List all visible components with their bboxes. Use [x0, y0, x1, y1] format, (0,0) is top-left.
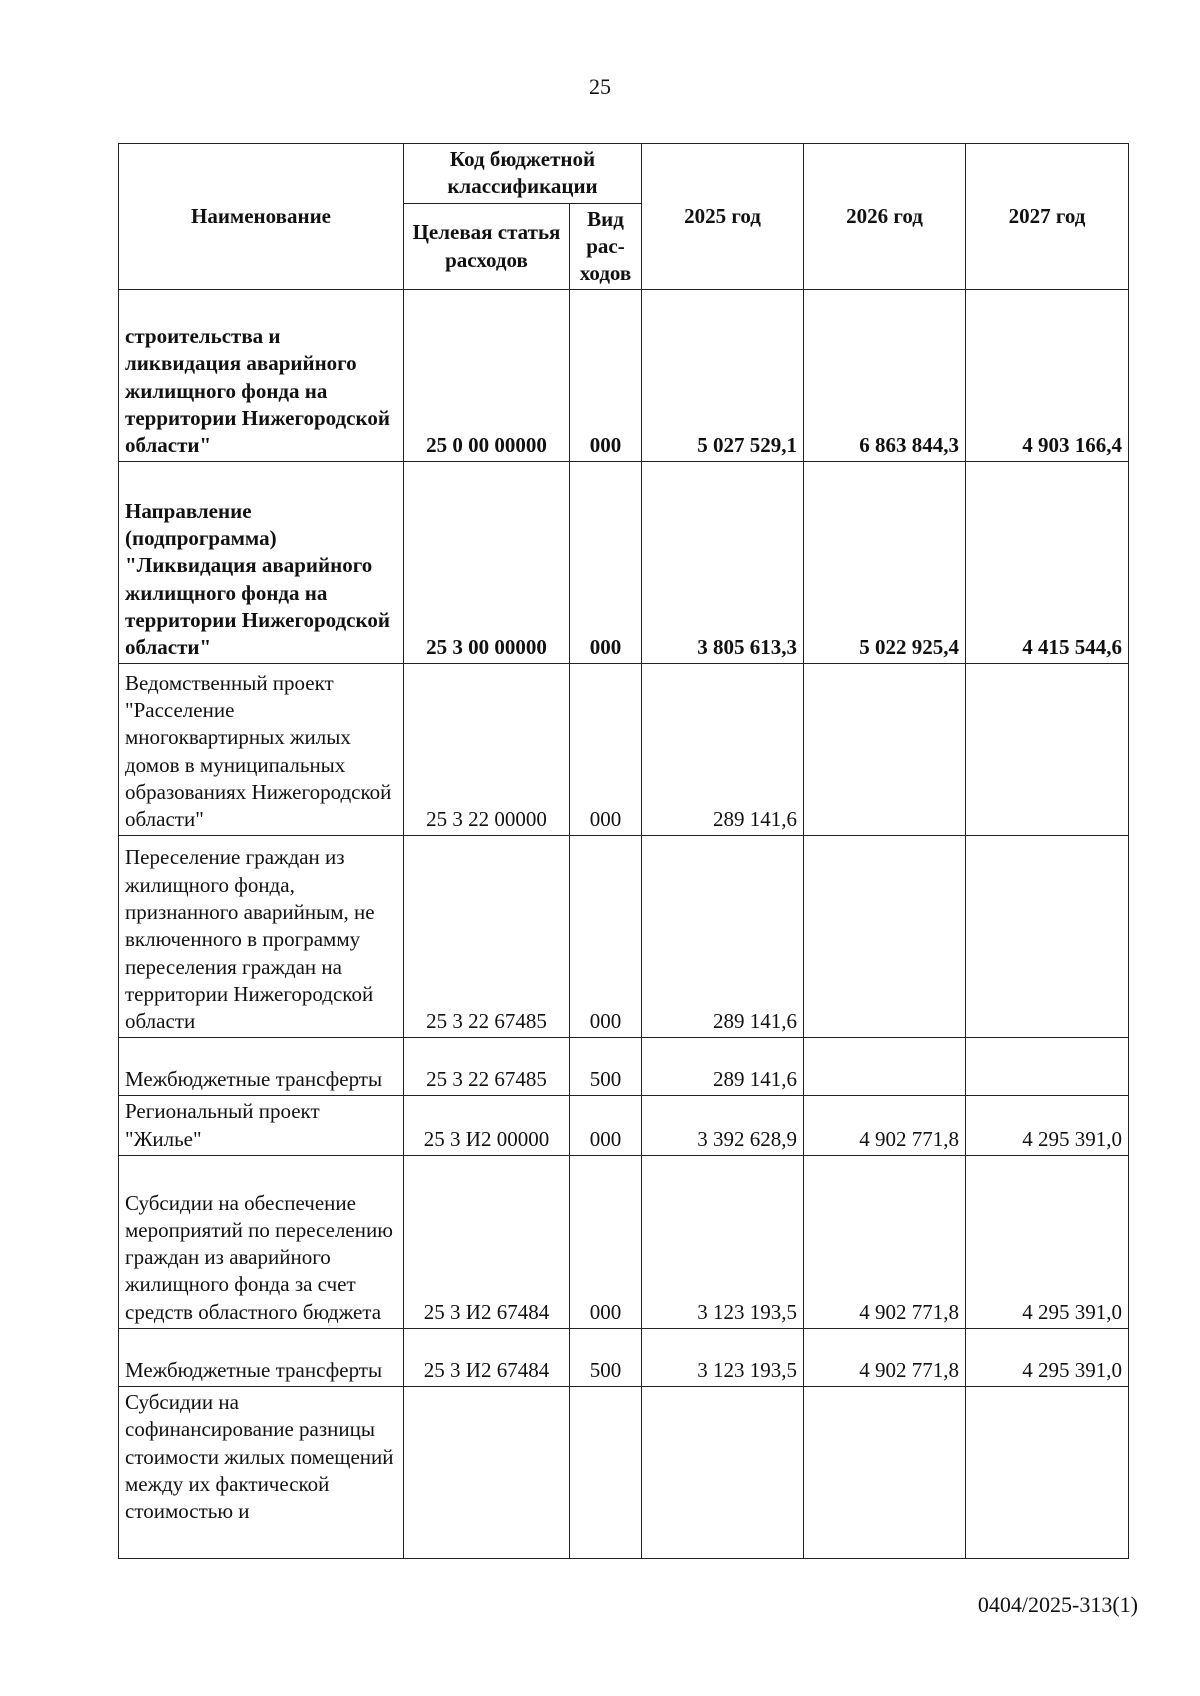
document-code: 0404/2025-313(1) — [977, 1592, 1138, 1617]
row-expense-kind: 000 — [570, 664, 642, 836]
table-row — [119, 664, 1129, 836]
row-amount-2025: 289 141,6 — [642, 836, 804, 1038]
header-target-article: Целевая статья расходов — [404, 203, 570, 290]
table-row — [119, 1387, 1129, 1559]
row-name: Субсидии на обеспечение мероприятий по переселению граждан из аварийного жилищного фонда за счет средств областного бюджета — [119, 1156, 404, 1329]
row-amount-2027 — [966, 664, 1129, 836]
table-row — [119, 290, 1129, 462]
row-target-code — [404, 1387, 570, 1559]
header-name: Наименование — [119, 144, 404, 290]
header-2026: 2026 год — [804, 144, 966, 290]
table-row — [119, 1329, 1129, 1387]
row-amount-2026: 6 863 844,3 — [804, 290, 966, 462]
row-amount-2027 — [966, 1387, 1129, 1559]
header-2027: 2027 год — [966, 144, 1129, 290]
row-amount-2025: 289 141,6 — [642, 1038, 804, 1096]
row-name: Направление (подпрограмма) "Ликвидация аварийного жилищного фонда на территории Нижегородской области" — [119, 462, 404, 664]
row-amount-2027: 4 295 391,0 — [966, 1156, 1129, 1329]
header-budget-code: Код бюджетной классификации — [404, 144, 642, 204]
row-amount-2025: 5 027 529,1 — [642, 290, 804, 462]
budget-table — [118, 143, 1129, 1559]
row-amount-2025 — [642, 1387, 804, 1559]
row-amount-2027: 4 295 391,0 — [966, 1329, 1129, 1387]
header-2025: 2025 год — [642, 144, 804, 290]
row-amount-2026 — [804, 1387, 966, 1559]
row-target-code: 25 3 И2 67484 — [404, 1329, 570, 1387]
row-name: Субсидии на софинансирование разницы стоимости жилых помещений между их фактической стоимостью и — [119, 1387, 404, 1559]
row-amount-2026 — [804, 1038, 966, 1096]
row-target-code: 25 3 22 67485 — [404, 1038, 570, 1096]
row-expense-kind: 000 — [570, 836, 642, 1038]
row-amount-2026: 4 902 771,8 — [804, 1329, 966, 1387]
table-row — [119, 462, 1129, 664]
row-expense-kind: 500 — [570, 1329, 642, 1387]
row-amount-2027: 4 295 391,0 — [966, 1096, 1129, 1156]
table-row — [119, 836, 1129, 1038]
row-amount-2025: 3 123 193,5 — [642, 1156, 804, 1329]
row-amount-2025: 289 141,6 — [642, 664, 804, 836]
row-amount-2026 — [804, 664, 966, 836]
row-target-code: 25 3 И2 00000 — [404, 1096, 570, 1156]
row-amount-2026: 5 022 925,4 — [804, 462, 966, 664]
row-amount-2027: 4 903 166,4 — [966, 290, 1129, 462]
row-amount-2025: 3 123 193,5 — [642, 1329, 804, 1387]
row-amount-2026: 4 902 771,8 — [804, 1156, 966, 1329]
row-amount-2027 — [966, 1038, 1129, 1096]
row-name: Переселение граждан из жилищного фонда, признанного аварийным, не включенного в программу переселения граждан на территории Нижегородской области — [119, 836, 404, 1038]
table-header-row — [119, 144, 1129, 204]
row-name: Региональный проект "Жилье" — [119, 1096, 404, 1156]
row-expense-kind — [570, 1387, 642, 1559]
row-target-code: 25 3 22 67485 — [404, 836, 570, 1038]
row-amount-2026: 4 902 771,8 — [804, 1096, 966, 1156]
row-name: Межбюджетные трансферты — [119, 1038, 404, 1096]
row-expense-kind: 500 — [570, 1038, 642, 1096]
row-expense-kind: 000 — [570, 462, 642, 664]
row-name: строительства и ликвидация аварийного жилищного фонда на территории Нижегородской области" — [119, 290, 404, 462]
row-expense-kind: 000 — [570, 1156, 642, 1329]
row-amount-2027: 4 415 544,6 — [966, 462, 1129, 664]
row-target-code: 25 0 00 00000 — [404, 290, 570, 462]
row-amount-2027 — [966, 836, 1129, 1038]
table-row — [119, 1096, 1129, 1156]
page-number: 25 — [589, 74, 611, 99]
row-name: Ведомственный проект "Расселение многоквартирных жилых домов в муниципальных образованиях Нижегородской области" — [119, 664, 404, 836]
table-row — [119, 1038, 1129, 1096]
row-amount-2025: 3 392 628,9 — [642, 1096, 804, 1156]
row-name: Межбюджетные трансферты — [119, 1329, 404, 1387]
row-target-code: 25 3 00 00000 — [404, 462, 570, 664]
row-expense-kind: 000 — [570, 290, 642, 462]
row-amount-2026 — [804, 836, 966, 1038]
row-target-code: 25 3 И2 67484 — [404, 1156, 570, 1329]
row-amount-2025: 3 805 613,3 — [642, 462, 804, 664]
header-expense-kind: Вид рас-ходов — [570, 203, 642, 290]
row-expense-kind: 000 — [570, 1096, 642, 1156]
table-row — [119, 1156, 1129, 1329]
row-target-code: 25 3 22 00000 — [404, 664, 570, 836]
